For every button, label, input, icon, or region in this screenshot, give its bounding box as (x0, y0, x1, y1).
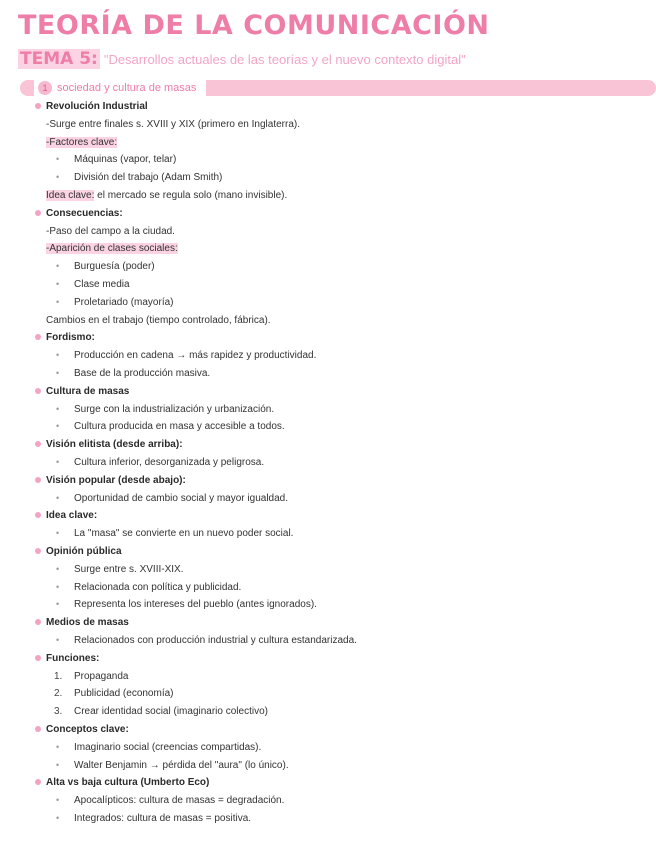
numbered-text: Propaganda (74, 670, 129, 682)
bullet-icon: • (56, 368, 60, 378)
topic-heading-text: Revolución Industrial (46, 101, 148, 112)
section-number: 1 (38, 81, 52, 95)
bullet-text: Clase media (74, 279, 130, 290)
bullet-text: Cultura inferior, desorganizada y peligrosa. (74, 457, 265, 468)
bullet-item (56, 490, 289, 507)
bullet-icon: • (56, 457, 60, 467)
topic-heading (46, 507, 97, 524)
bullet-text: Oportunidad de cambio social y mayor igualdad. (74, 492, 289, 504)
tema-label: TEMA 5: (20, 49, 98, 69)
bullet-item (56, 525, 294, 542)
bullet-item (56, 792, 285, 809)
topic-heading (46, 436, 183, 453)
bullet-icon: • (56, 296, 60, 307)
bullet-text: Imaginario social (creencias compartidas). (74, 741, 262, 753)
item-number: 2. (54, 688, 63, 700)
topic-heading-text: Conceptos clave: (46, 724, 129, 735)
topic-heading (46, 543, 122, 560)
highlighted-line (46, 240, 178, 257)
bullet-icon: • (56, 421, 60, 432)
bullet-icon: • (56, 172, 60, 183)
bullet-item (56, 347, 317, 364)
topic-heading (46, 472, 186, 489)
key-idea-line (46, 187, 287, 204)
bullet-text: Base de la producción masiva. (74, 368, 211, 379)
bullet-item (56, 739, 262, 756)
topic-heading-text: Medios de masas (46, 617, 129, 629)
item-number: 1. (54, 670, 63, 682)
section-title: sociedad y cultura de masas (57, 82, 197, 94)
topic-heading-text: Idea clave: (46, 510, 98, 522)
numbered-item (54, 703, 268, 720)
key-idea-text: el mercado se regula solo (mano invisible). (94, 190, 288, 201)
bullet-item (56, 169, 223, 186)
bullet-text: División del trabajo (Adam Smith) (74, 172, 223, 184)
highlighted-line (46, 134, 117, 151)
bullet-icon: • (56, 350, 60, 361)
bullet-item (56, 596, 317, 613)
note-line: -Paso del campo a la ciudad. (46, 225, 175, 237)
bullet-icon: • (56, 795, 60, 806)
topic-heading-text: Opinión pública (46, 546, 122, 557)
bullet-text: Máquinas (vapor, telar) (74, 154, 177, 166)
bullet-icon: • (56, 813, 60, 823)
bullet-text: Proletariado (mayoría) (74, 296, 174, 308)
bullet-text: Representa los intereses del pueblo (antes ignorados). (74, 599, 317, 611)
highlight-text: -Aparición de clases sociales: (46, 243, 178, 255)
bullet-text: Walter Benjamin → pérdida del "aura" (lo único). (74, 759, 289, 771)
bullet-item (56, 151, 177, 168)
bullet-item (56, 276, 130, 293)
subtitle (18, 49, 466, 69)
bullet-item (56, 365, 211, 382)
bullet-icon: • (56, 261, 60, 272)
highlight-text: -Factores clave: (46, 136, 118, 148)
bullet-text: Apocalípticos: cultura de masas = degradación. (74, 795, 285, 807)
bullet-item (56, 632, 357, 649)
topic-heading (46, 383, 129, 400)
topic-heading-text: Funciones: (46, 652, 100, 664)
bullet-item (56, 401, 275, 418)
note-line: -Surge entre finales s. XVIII y XIX (primero en Inglaterra). (46, 118, 300, 130)
topic-heading-text: Cultura de masas (46, 385, 130, 397)
bullet-item (56, 757, 289, 774)
bullet-text: Producción en cadena → más rapidez y productividad. (74, 350, 317, 362)
bullet-icon: • (56, 279, 60, 289)
bullet-item (56, 418, 285, 435)
bullet-text: Relacionados con producción industrial y cultura estandarizada. (74, 635, 357, 646)
bullet-icon: • (56, 581, 60, 592)
bullet-text: Burguesía (poder) (74, 261, 155, 273)
bullet-item (56, 454, 265, 471)
bullet-icon: • (56, 492, 60, 503)
numbered-text: Publicidad (economía) (74, 688, 174, 700)
section-heading (34, 78, 206, 98)
key-idea-label: Idea clave: (46, 190, 95, 201)
bullet-text: Surge con la industrialización y urbanización. (74, 403, 275, 415)
topic-heading-text: Consecuencias: (46, 207, 123, 219)
topic-heading-text: Fordismo: (46, 332, 95, 344)
numbered-text: Crear identidad social (imaginario colectivo) (74, 706, 268, 718)
bullet-icon: • (56, 528, 60, 539)
bullet-icon: • (56, 741, 60, 752)
bullet-icon: • (56, 154, 60, 165)
topic-heading (46, 774, 209, 791)
bullet-icon: • (56, 759, 60, 770)
bullet-text: Cultura producida en masa y accesible a todos. (74, 421, 285, 433)
note-line: Cambios en el trabajo (tiempo controlado, fábrica). (46, 314, 271, 326)
bullet-text: Surge entre s. XVIII-XIX. (74, 563, 184, 575)
bullet-icon: • (56, 403, 60, 414)
bullet-item (56, 579, 242, 596)
bullet-icon: • (56, 563, 60, 574)
bullet-item (56, 294, 174, 311)
bullet-item (56, 561, 184, 578)
topic-heading-text: Visión popular (desde abajo): (46, 474, 186, 486)
topic-heading (46, 721, 129, 738)
topic-heading (46, 614, 129, 631)
bullet-text: La "masa" se convierte en un nuevo poder social. (74, 528, 294, 540)
topic-heading (46, 98, 148, 115)
bullet-icon: • (56, 635, 60, 645)
bullet-text: Integrados: cultura de masas = positiva. (74, 813, 252, 824)
topic-heading-text: Alta vs baja cultura (Umberto Eco) (46, 777, 210, 789)
topic-heading (46, 650, 99, 667)
page-title: TEORÍA DE LA COMUNICACIÓN (18, 10, 490, 41)
bullet-item (56, 810, 252, 827)
topic-heading (46, 205, 123, 222)
tema-text: "Desarrollos actuales de las teorías y el nuevo contexto digital" (103, 52, 466, 67)
topic-heading (46, 329, 95, 346)
numbered-item (54, 685, 174, 702)
numbered-item (54, 668, 129, 685)
bullet-item (56, 258, 155, 275)
topic-heading-text: Visión elitista (desde arriba): (46, 439, 183, 451)
bullet-icon: • (56, 599, 60, 610)
bullet-text: Relacionada con política y publicidad. (74, 581, 242, 593)
item-number: 3. (54, 706, 63, 718)
